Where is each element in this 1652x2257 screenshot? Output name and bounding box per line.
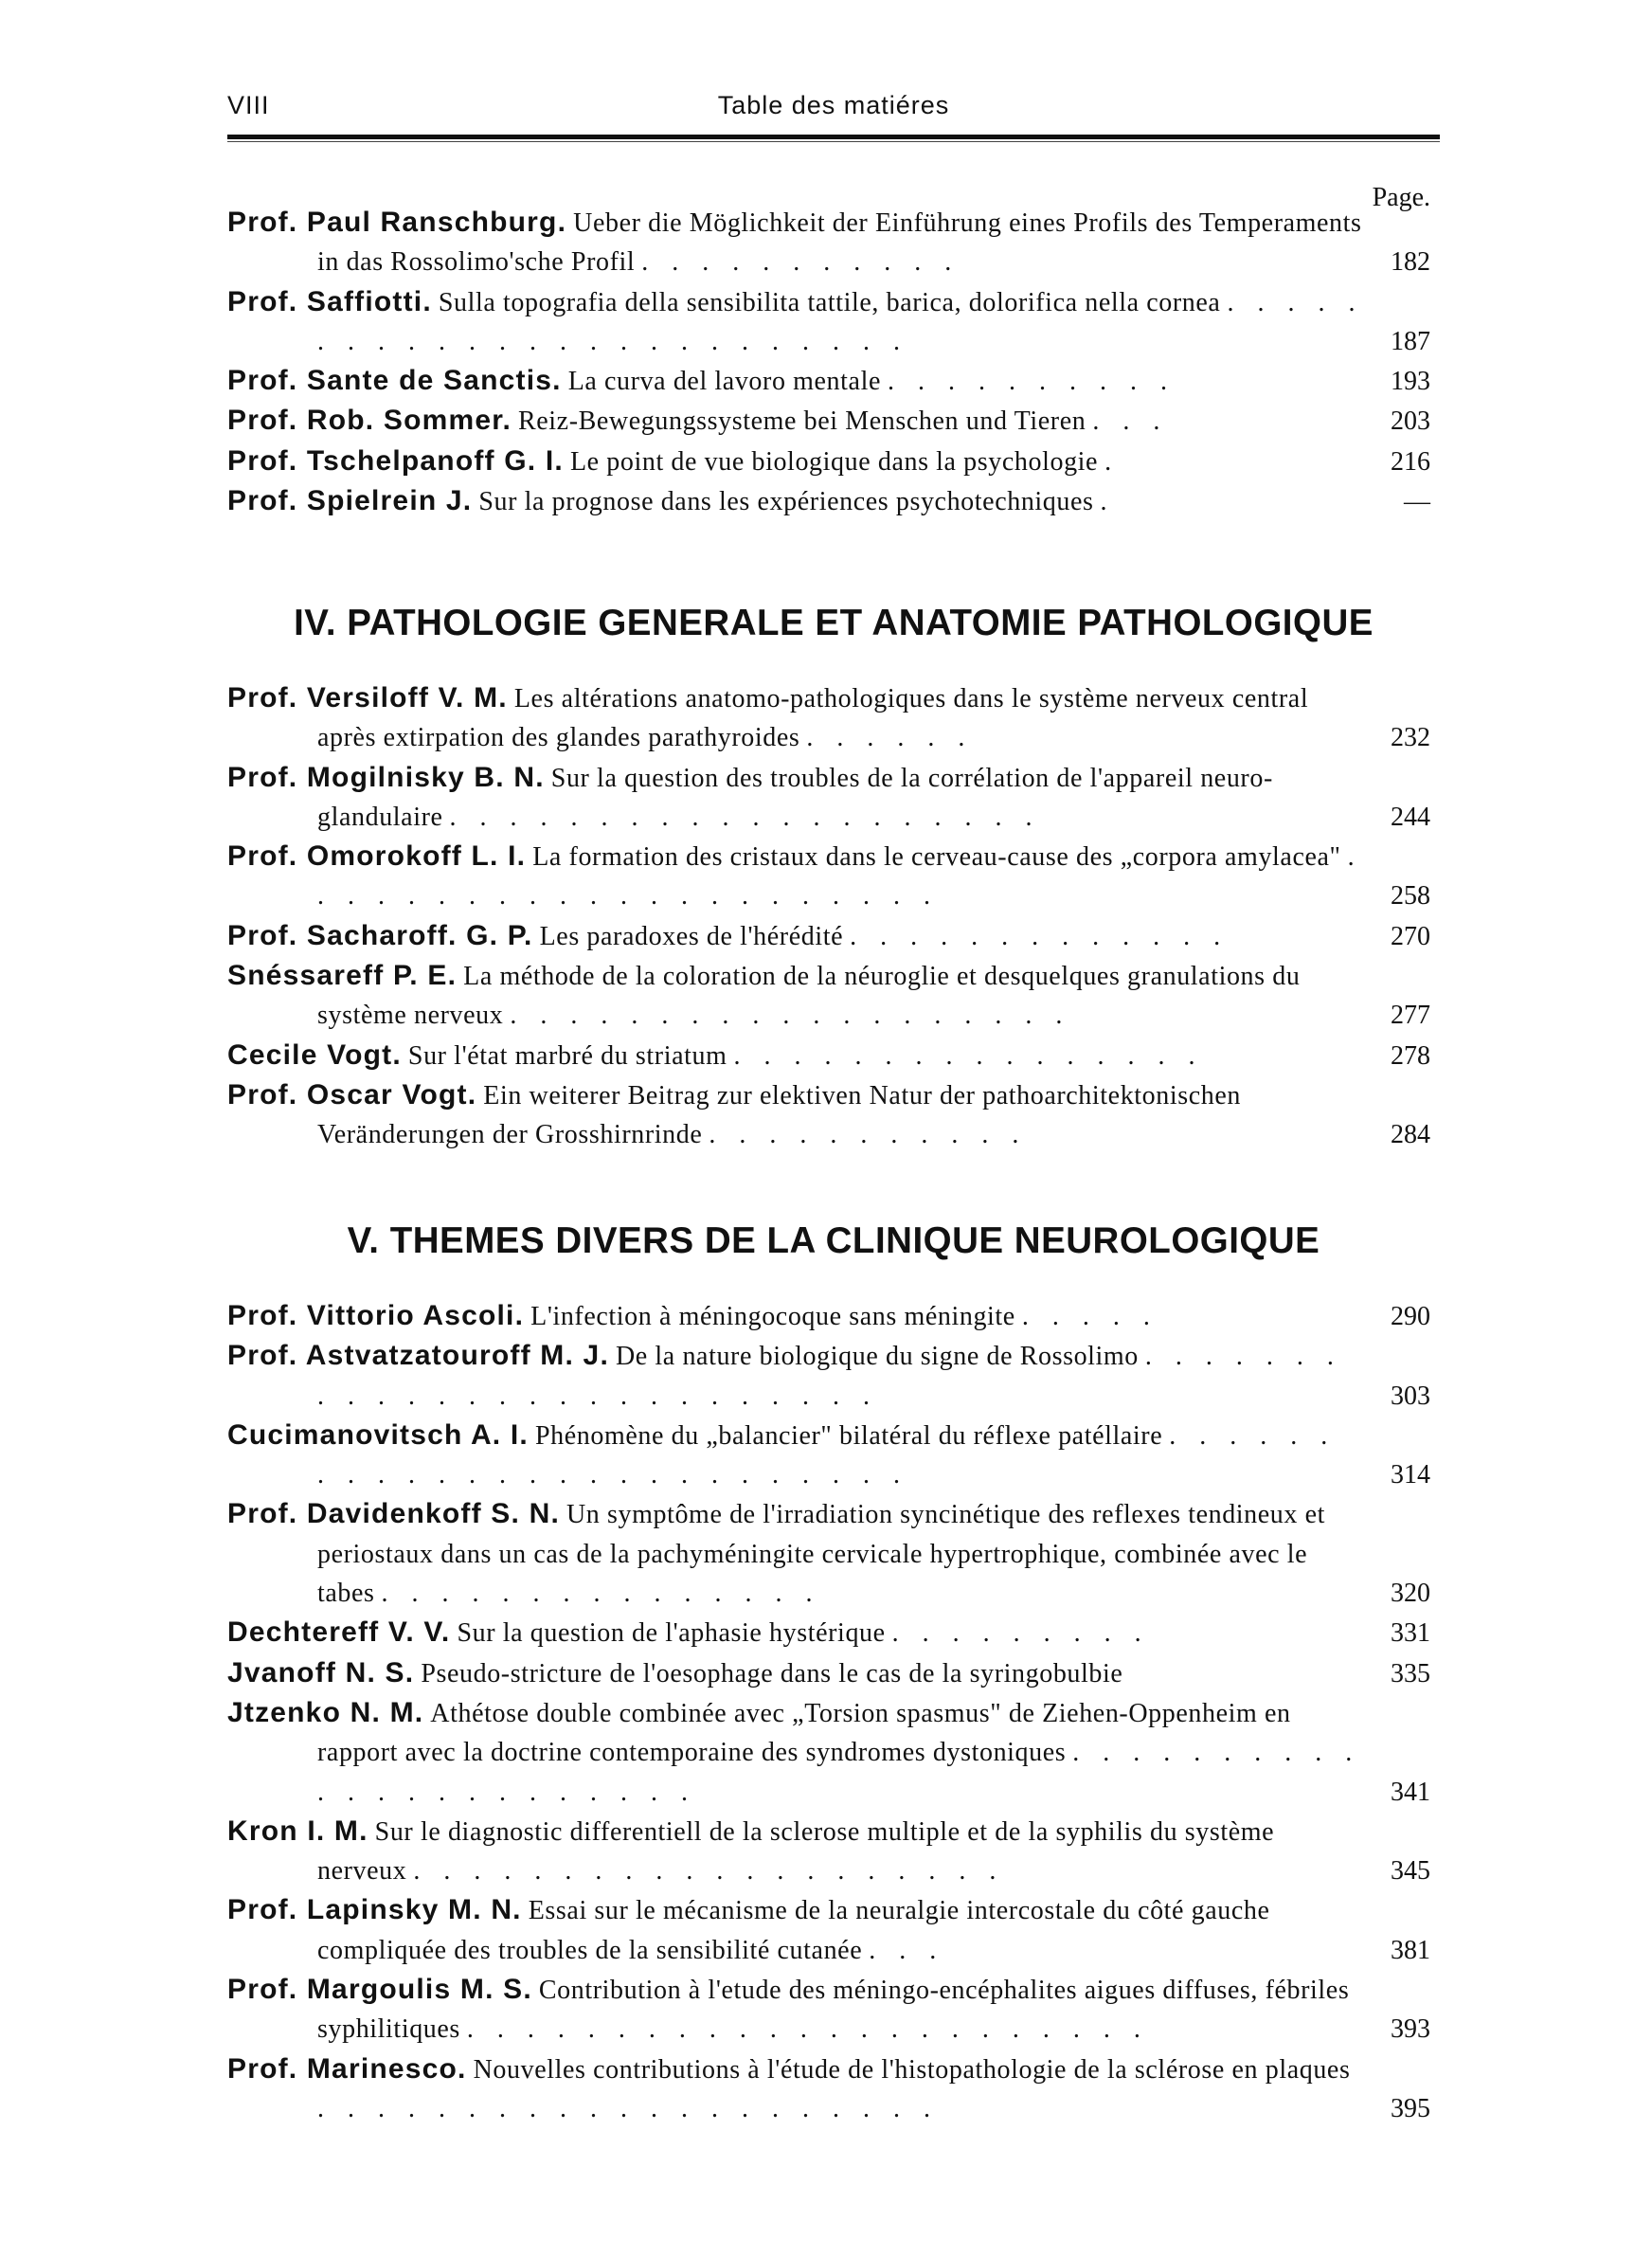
entry-title: L'infection à méningocoque sans méningite (530, 1302, 1015, 1331)
entry-author: Cecile Vogt. (227, 1038, 402, 1071)
entry-title: De la nature biologique du signe de Rossolimo (615, 1342, 1139, 1372)
section-heading: V. THEMES DIVERS DE LA CLINIQUE NEUROLOGIQUE (347, 1220, 1320, 1261)
entry-page: 258 (1391, 881, 1430, 912)
toc-entry (227, 916, 1440, 956)
entry-author: Prof. Davidenkoff S. N. (227, 1498, 560, 1530)
page-number: VIII (227, 91, 270, 119)
entry-page: 232 (1391, 723, 1430, 753)
entry-author: Prof. Marinesco. (227, 2052, 467, 2085)
entry-page: 341 (1391, 1777, 1430, 1807)
toc-entry (227, 1296, 1440, 1336)
entry-author: Jtzenko N. M. (227, 1696, 424, 1728)
entry-title: Phénomène du „balancier" bilatéral du réflexe patéllaire (534, 1420, 1163, 1451)
entry-page: 193 (1391, 367, 1430, 397)
toc-entry (227, 1494, 1440, 1613)
entry-page: 290 (1391, 1302, 1430, 1331)
dot-leader: . . . . . . . . . . . . . . . (381, 1579, 821, 1609)
entry-author: Prof. Spielrein J. (227, 485, 473, 517)
entry-page: 320 (1391, 1579, 1430, 1609)
toc-entry (227, 361, 1440, 401)
dot-leader: . . . . . . . . . . . . . . . . . . . . . . . . . (317, 287, 1364, 356)
entry-author: Prof. Margoulis M. S. (227, 1974, 532, 2006)
entry-page: 278 (1391, 1040, 1430, 1071)
toc-entry (227, 1036, 1440, 1075)
entry-page: 314 (1391, 1460, 1430, 1490)
dot-leader: . . . (869, 1935, 945, 1965)
toc-entry (227, 1613, 1440, 1652)
entry-page: — (1404, 487, 1430, 517)
toc-entry (227, 1812, 1440, 1891)
toc-entry (227, 1693, 1440, 1812)
entry-page: 216 (1391, 446, 1430, 477)
entry-title: La curva del lavoro mentale (567, 367, 881, 397)
header-rule-thin (227, 141, 1440, 142)
toc-entry (227, 1970, 1440, 2049)
entry-title: La méthode de la coloration de la néuroglie et desquelques granulations du système nerveux (317, 962, 1301, 1031)
entry-title: Essai sur le mécanisme de la neuralgie intercostale du côté gauche compliquée des troubles de la sensibilité cutanée (317, 1896, 1270, 1965)
entry-title: Sulla topografia della sensibilita tattile, barica, dolorifica nella cornea (438, 287, 1221, 317)
entry-page: 345 (1391, 1856, 1430, 1887)
entry-title: Les altérations anatomo-pathologiques dans le système nerveux central après extirpation des glandes parathyroides (317, 684, 1309, 753)
entry-page: 203 (1391, 406, 1430, 437)
entry-author: Snéssareff P. E. (227, 960, 458, 992)
dot-leader: . . . . . . . . . (891, 1618, 1150, 1649)
dot-leader: . . . . . . . . . . . (709, 1120, 1028, 1150)
dot-leader: . . . . . . . . . . . . . . . . . . . . . . . . . . (317, 1342, 1342, 1411)
entry-author: Prof. Lapinsky M. N. (227, 1894, 522, 1926)
dot-leader: . . . . . . . . . . . (641, 247, 961, 278)
entry-page: 270 (1391, 921, 1430, 951)
dot-leader: . . . . . (1021, 1302, 1158, 1331)
toc-entry (227, 2049, 1440, 2129)
toc-entry (227, 1336, 1440, 1416)
toc-entry (227, 481, 1440, 521)
entry-page: 277 (1391, 1001, 1430, 1031)
entry-title: Pseudo-stricture de l'oesophage dans le cas de la syringobulbie (421, 1658, 1123, 1688)
toc-entry (227, 758, 1440, 838)
dot-leader: . . . . . . . . . . . . . . . . . . . . . . (317, 842, 1363, 912)
entry-title: Sur le diagnostic differentiell de la sclerose multiple et de la syphilis du système nerveux (317, 1816, 1275, 1887)
entry-title: Nouvelles contributions à l'étude de l'histopathologie de la sclérose en plaques (473, 2054, 1351, 2085)
running-header (227, 91, 1440, 129)
entry-title: Athétose double combinée avec „Torsion spasmus" de Ziehen-Oppenheim en rapport avec la doctrine contemporaine des syndromes dystoniques (317, 1698, 1291, 1768)
toc-entry (227, 1653, 1440, 1693)
dot-leader: . . . . . . . . . . . . . . . . (733, 1040, 1204, 1071)
entry-author: Prof. Sacharoff. G. P. (227, 919, 533, 951)
header-rule (227, 135, 1440, 139)
dot-leader: . . . (1092, 406, 1169, 437)
entry-title: Contribution à l'etude des méningo-encéphalites aigues diffuses, fébriles syphilitiques (317, 1976, 1350, 2045)
dot-leader: . . . . . . (806, 723, 974, 753)
toc-section (227, 1215, 1440, 2128)
entry-author: Dechtereff V. V. (227, 1616, 451, 1649)
running-title: Table des matiéres (717, 91, 950, 119)
dot-leader: . . . . . . . . . . . . . (850, 921, 1230, 951)
entry-author: Jvanoff N. S. (227, 1656, 415, 1688)
entry-title: Ein weiterer Beitrag zur elektiven Natur der pathoarchitektonischen Veränderungen der Grosshirnrinde (317, 1080, 1242, 1150)
entry-page: 381 (1391, 1935, 1430, 1965)
entry-author: Prof. Vittorio Ascoli. (227, 1300, 525, 1331)
entry-author: Prof. Rob. Sommer. (227, 405, 512, 437)
toc-entry (227, 956, 1440, 1036)
entry-author: Prof. Mogilnisky B. N. (227, 761, 545, 793)
entry-title: Ueber die Möglichkeit der Einführung eines Profils des Temperaments in das Rossolimo'sche Profil (317, 208, 1362, 278)
dot-leader: . (1100, 487, 1116, 517)
entry-page: 393 (1391, 2014, 1430, 2045)
entry-author: Prof. Omorokoff L. I. (227, 840, 527, 873)
toc-entry (227, 203, 1440, 282)
entry-page: 335 (1391, 1658, 1430, 1688)
toc-entry (227, 678, 1440, 758)
dot-leader: . . . . . . . . . . . . . . . . . . . . . . . (317, 1738, 1361, 1807)
entry-title: La formation des cristaux dans le cerveau-cause des „corpora amylacea" (532, 842, 1341, 873)
entry-author: Prof. Paul Ranschburg. (227, 207, 567, 238)
entry-title: Sur l'état marbré du striatum (407, 1040, 727, 1071)
toc-entry (227, 1416, 1440, 1495)
toc-entry (227, 1890, 1440, 1970)
dot-leader: . . . . . . . . . . . . . . . . . . . . (413, 1856, 1005, 1887)
entry-author: Prof. Tschelpanoff G. I. (227, 444, 564, 477)
entry-page: 244 (1391, 802, 1430, 832)
entry-page: 187 (1391, 326, 1430, 356)
dot-leader: . . . . . . . . . . . . . . . . . . . . . (317, 2093, 939, 2123)
entry-author: Kron I. M. (227, 1815, 368, 1847)
toc-section (227, 597, 1440, 1155)
entry-author: Prof. Oscar Vogt. (227, 1078, 477, 1110)
dot-leader: . . . . . . . . . . . . . . . . . . . . . . . (466, 2014, 1149, 2045)
entry-title: Sur la question de l'aphasie hystérique (457, 1618, 886, 1649)
section-heading: IV. PATHOLOGIE GENERALE ET ANATOMIE PATHOLOGIQUE (294, 603, 1374, 643)
entry-author: Prof. Saffiotti. (227, 285, 432, 317)
entry-title: Sur la question des troubles de la corrélation de l'appareil neuro-glandulaire (317, 763, 1273, 832)
dot-leader: . (1104, 446, 1121, 477)
entry-page: 395 (1391, 2093, 1430, 2123)
toc-entry (227, 837, 1440, 916)
entry-page: 331 (1391, 1618, 1430, 1649)
toc-entry (227, 282, 1440, 362)
entry-author: Cucimanovitsch A. I. (227, 1418, 529, 1451)
dot-leader: . . . . . . . . . . . . . . . . . . . (510, 1001, 1071, 1031)
entry-page: 284 (1391, 1120, 1430, 1150)
dot-leader: . . . . . . . . . . . . . . . . . . . . (449, 802, 1041, 832)
entry-title: Le point de vue biologique dans la psychologie (569, 446, 1099, 477)
page-column-label: Page. (1372, 183, 1430, 212)
entry-page: 303 (1391, 1381, 1430, 1411)
entry-author: Prof. Astvatzatouroff M. J. (227, 1340, 609, 1372)
toc-entry (227, 1075, 1440, 1155)
toc-entry (227, 401, 1440, 441)
entry-author: Prof. Versiloff V. M. (227, 682, 508, 713)
toc-section (227, 203, 1440, 521)
entry-author: Prof. Sante de Sanctis. (227, 365, 562, 397)
entry-page: 182 (1391, 247, 1430, 278)
dot-leader: . . . . . . . . . . . . . . . . . . . . . . . . . . (317, 1420, 1337, 1490)
toc-entry (227, 442, 1440, 481)
entry-title: Sur la prognose dans les expériences psychotechniques (478, 487, 1094, 517)
dot-leader: . . . . . . . . . . (887, 367, 1176, 397)
entry-title: Un symptôme de l'irradiation syncinétique des reflexes tendineux et periostaux dans un cas de la pachyméningite cervicale hypertrophique, combinée avec le tabes (317, 1500, 1326, 1609)
entry-title: Reiz-Bewegungssysteme bei Menschen und Tieren (517, 406, 1086, 437)
entry-title: Les paradoxes de l'hérédité (539, 921, 844, 951)
